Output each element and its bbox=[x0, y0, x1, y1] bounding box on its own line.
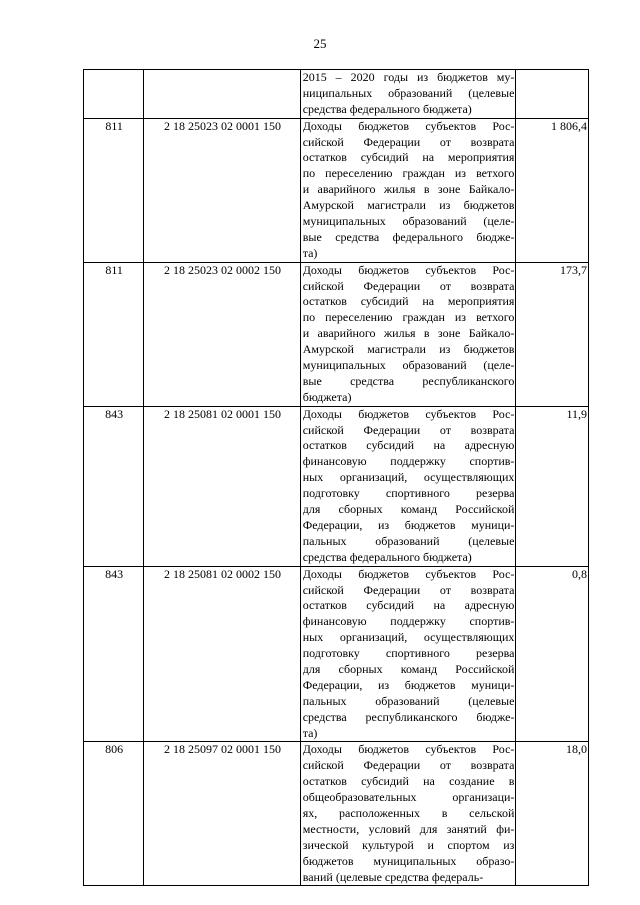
description-line: сийской Федерации от возврата bbox=[302, 134, 515, 149]
description-line: ных организаций, осуществляющих bbox=[302, 470, 515, 485]
description-line: и аварийного жилья в зоне Байкало- bbox=[302, 182, 515, 197]
admin-code-cell: 843 bbox=[84, 566, 144, 742]
budget-code-cell: 2 18 25081 02 0002 150 bbox=[144, 566, 300, 742]
description-cell bbox=[300, 406, 516, 566]
description-line: Доходы бюджетов субъектов Рос- bbox=[302, 566, 515, 581]
description-line: сийской Федерации от возврата bbox=[302, 278, 515, 293]
description-cell bbox=[300, 70, 516, 119]
description-line: сийской Федерации от возврата bbox=[302, 758, 515, 773]
description-line: Доходы бюджетов субъектов Рос- bbox=[302, 742, 515, 757]
description-line: Доходы бюджетов субъектов Рос- bbox=[302, 118, 515, 133]
description-line: остатков субсидий на адресную bbox=[302, 438, 515, 453]
table-row bbox=[84, 742, 589, 886]
table-row bbox=[84, 70, 589, 119]
description-line: Доходы бюджетов субъектов Рос- bbox=[302, 406, 515, 421]
table-row bbox=[84, 566, 589, 742]
description-line: та) bbox=[302, 245, 318, 260]
budget-code-cell: 2 18 25081 02 0001 150 bbox=[144, 406, 300, 566]
description-line: остатков субсидий на адресную bbox=[302, 598, 515, 613]
table-row bbox=[84, 118, 589, 262]
table-body bbox=[84, 70, 589, 886]
page-number: 25 bbox=[313, 36, 327, 51]
budget-code-cell: 2 18 25023 02 0002 150 bbox=[144, 262, 300, 406]
budget-code-cell: 2 18 25097 02 0001 150 bbox=[144, 742, 300, 886]
revenue-table bbox=[83, 69, 589, 886]
description-line: финансовую поддержку спортив- bbox=[302, 614, 515, 629]
description-line: муниципальных образований (целе- bbox=[302, 214, 515, 229]
description-line: ных организаций, осуществляющих bbox=[302, 630, 515, 645]
description-line: Доходы бюджетов субъектов Рос- bbox=[302, 262, 515, 277]
admin-code-cell: 806 bbox=[84, 742, 144, 886]
description-line: остатков субсидий на мероприятия bbox=[302, 294, 515, 309]
description-line: ниципальных образований (целевые bbox=[302, 85, 515, 100]
description-line: муниципальных образований (целе- bbox=[302, 358, 515, 373]
table-row bbox=[84, 406, 589, 566]
description-line: Амурской магистрали из бюджетов bbox=[302, 198, 515, 213]
description-line: ваний (целевые средства федераль- bbox=[302, 869, 484, 884]
description-line: средства республиканского бюдже- bbox=[302, 709, 515, 724]
amount-cell bbox=[516, 70, 589, 119]
description-line: финансовую поддержку спортив- bbox=[302, 454, 515, 469]
description-line: и аварийного жилья в зоне Байкало- bbox=[302, 326, 515, 341]
description-cell bbox=[300, 262, 516, 406]
description-line: бюджета) bbox=[302, 389, 352, 404]
admin-code-cell: 811 bbox=[84, 262, 144, 406]
description-line: вые средства федерального бюдже- bbox=[302, 229, 515, 244]
description-line: пальных образований (целевые bbox=[302, 693, 515, 708]
amount-cell: 173,7 bbox=[516, 262, 589, 406]
amount-cell: 0,8 bbox=[516, 566, 589, 742]
description-line: зической культурой и спортом из bbox=[302, 837, 515, 852]
admin-code-cell: 843 bbox=[84, 406, 144, 566]
admin-code-cell bbox=[84, 70, 144, 119]
description-line: подготовку спортивного резерва bbox=[302, 486, 515, 501]
description-line: по переселению граждан из ветхого bbox=[302, 166, 515, 181]
description-line: бюджетов муниципальных образо- bbox=[302, 853, 515, 868]
description-line: пальных образований (целевые bbox=[302, 533, 515, 548]
amount-cell: 18,0 bbox=[516, 742, 589, 886]
description-line: средства федерального бюджета) bbox=[302, 549, 472, 564]
description-line: по переселению граждан из ветхого bbox=[302, 310, 515, 325]
description-line: остатков субсидий на создание в bbox=[302, 774, 515, 789]
description-line: Федерации, из бюджетов муници- bbox=[302, 517, 515, 532]
description-line: для сборных команд Российской bbox=[302, 502, 515, 517]
amount-cell: 11,9 bbox=[516, 406, 589, 566]
amount-cell: 1 806,4 bbox=[516, 118, 589, 262]
description-line: местности, условий для занятий фи- bbox=[302, 821, 515, 836]
budget-code-cell bbox=[144, 70, 300, 119]
description-cell bbox=[300, 566, 516, 742]
description-line: средства федерального бюджета) bbox=[302, 101, 472, 116]
description-line: вые средства республиканского bbox=[302, 373, 515, 388]
description-line: та) bbox=[302, 725, 318, 740]
description-line: сийской Федерации от возврата bbox=[302, 422, 515, 437]
description-line: 2015 – 2020 годы из бюджетов му- bbox=[302, 70, 515, 84]
description-line: подготовку спортивного резерва bbox=[302, 646, 515, 661]
description-line: Федерации, из бюджетов муници- bbox=[302, 677, 515, 692]
description-line: остатков субсидий на мероприятия bbox=[302, 150, 515, 165]
description-line: ях, расположенных в сельской bbox=[302, 805, 515, 820]
description-line: сийской Федерации от возврата bbox=[302, 582, 515, 597]
description-cell bbox=[300, 742, 516, 886]
description-line: общеобразовательных организаци- bbox=[302, 790, 515, 805]
description-line: Амурской магистрали из бюджетов bbox=[302, 342, 515, 357]
admin-code-cell: 811 bbox=[84, 118, 144, 262]
table-row bbox=[84, 262, 589, 406]
description-cell bbox=[300, 118, 516, 262]
budget-code-cell: 2 18 25023 02 0001 150 bbox=[144, 118, 300, 262]
description-line: для сборных команд Российской bbox=[302, 661, 515, 676]
